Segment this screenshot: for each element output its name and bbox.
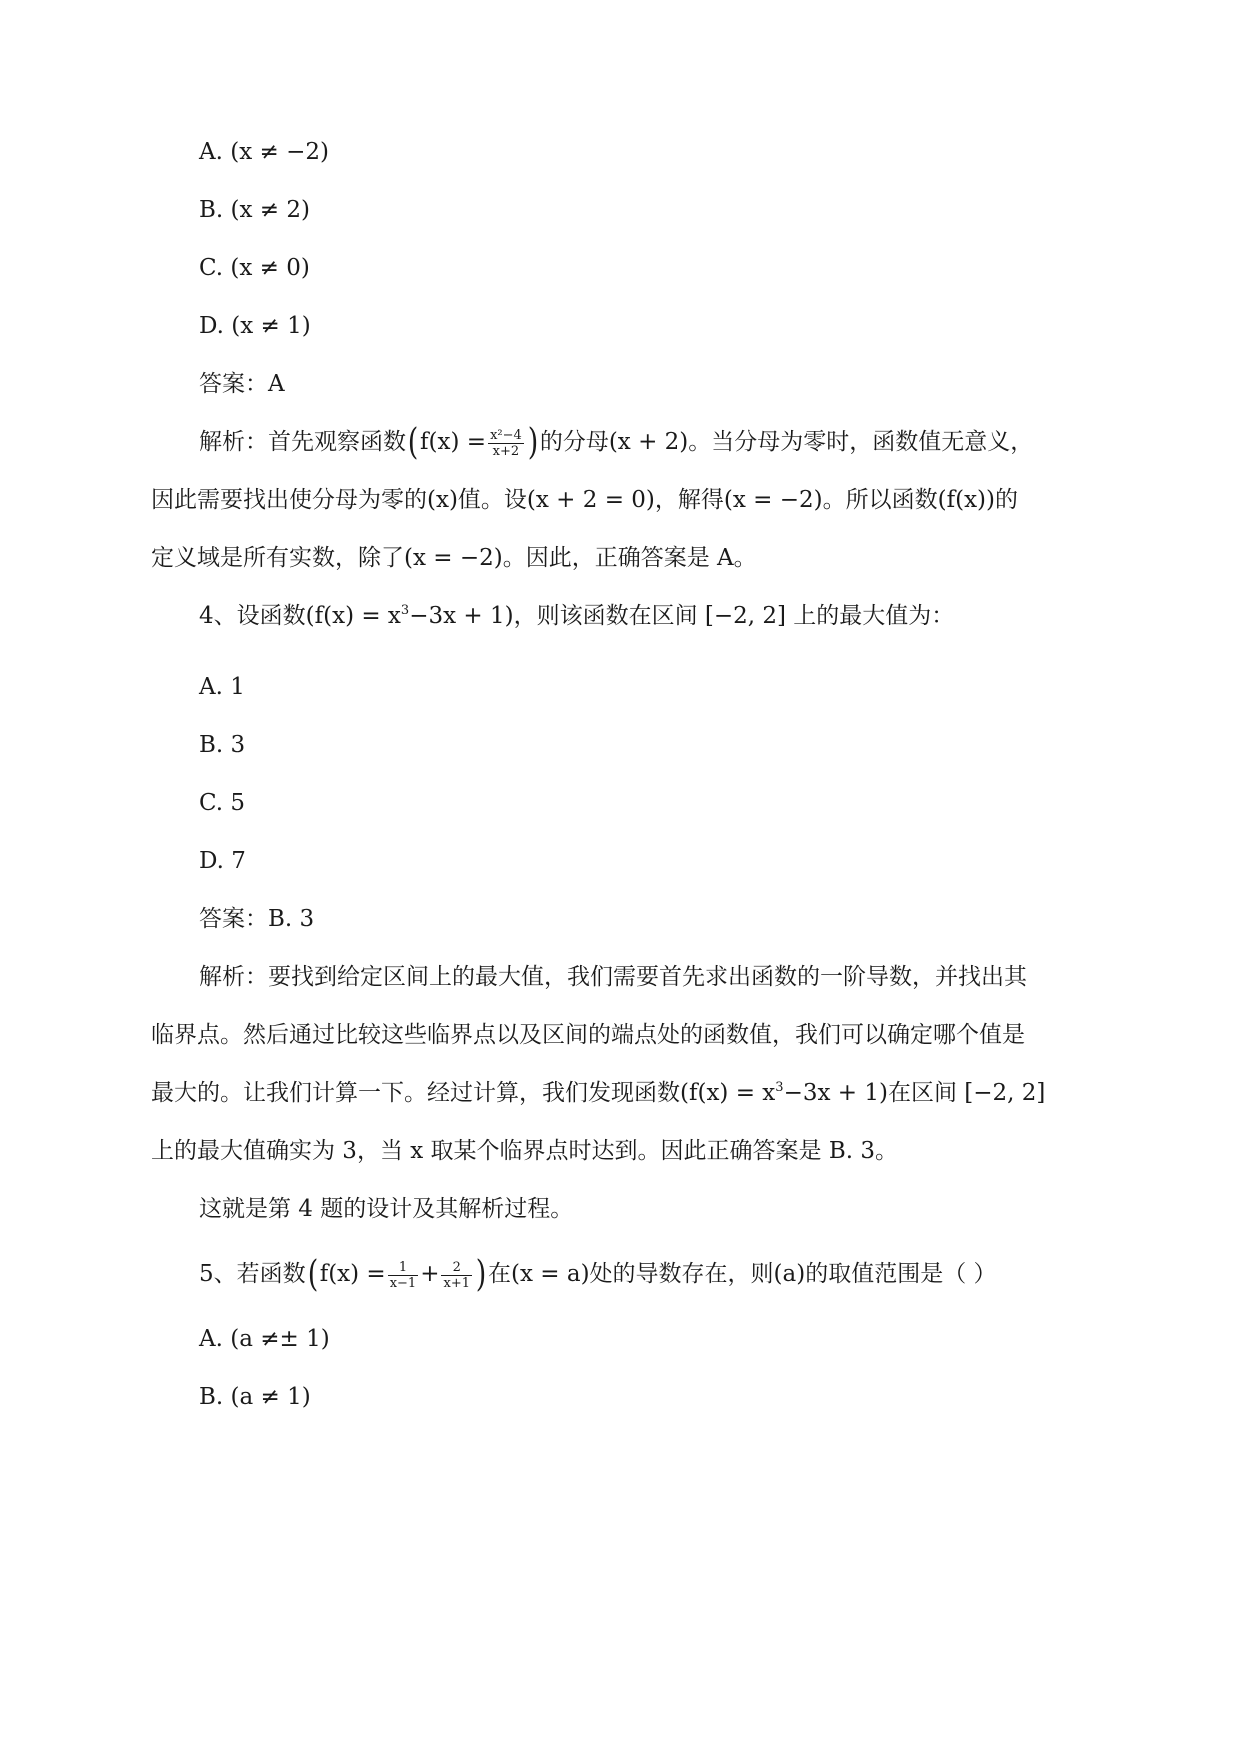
right-paren: ): [527, 422, 539, 463]
q5-question-suffix: 在(x = a)处的导数存在，则(a)的取值范围是（ ）: [488, 1261, 997, 1287]
q4-option-b: B. 3: [199, 732, 246, 758]
q3-function-label: f(x) =: [420, 429, 487, 455]
q3-answer: 答案：A: [199, 371, 285, 397]
q4-option-a: A. 1: [199, 674, 245, 700]
q3-option-a: A. (x ≠ −2): [199, 139, 329, 165]
q3-option-b: B. (x ≠ 2): [199, 197, 310, 223]
q3-fraction: [488, 428, 524, 459]
q4-analysis-line-4: 上的最大值确实为 3，当 x 取某个临界点时达到。因此正确答案是 B. 3。: [151, 1138, 899, 1164]
left-paren: (: [407, 422, 419, 463]
q4-option-d: D. 7: [199, 848, 246, 874]
q4-question: [199, 599, 954, 633]
q5-fraction-1: [388, 1260, 419, 1291]
q3-fraction-numerator: x²−4: [490, 427, 522, 443]
q5-fraction-2: [441, 1260, 472, 1291]
q4-analysis-line-3: [151, 1076, 1045, 1110]
q3-fraction-denominator: x+2: [492, 443, 520, 459]
right-paren: ): [475, 1254, 487, 1295]
q4-analysis-suffix: −3x + 1)在区间 [−2, 2]: [783, 1080, 1046, 1106]
q5-question: [199, 1254, 997, 1295]
left-paren: (: [307, 1254, 318, 1295]
q5-function-label: f(x) =: [319, 1261, 386, 1287]
q5-option-a: A. (a ≠± 1): [199, 1326, 330, 1352]
q4-question-suffix: −3x + 1)，则该函数在区间 [−2, 2] 上的最大值为：: [409, 603, 955, 629]
q4-exponent: 3: [400, 603, 410, 618]
q5-option-b: B. (a ≠ 1): [199, 1384, 311, 1410]
q3-option-d: D. (x ≠ 1): [199, 313, 311, 339]
q4-analysis-prefix: 最大的。让我们计算一下。经过计算，我们发现函数(f(x) = x: [151, 1080, 776, 1106]
q4-option-c: C. 5: [199, 790, 246, 816]
q4-analysis-line-2: 临界点。然后通过比较这些临界点以及区间的端点处的函数值，我们可以确定哪个值是: [151, 1022, 1025, 1048]
q5-fraction-2-denominator: x+1: [443, 1275, 470, 1291]
q4-note: 这就是第 4 题的设计及其解析过程。: [199, 1196, 574, 1222]
q3-analysis-suffix: 的分母(x + 2)。当分母为零时，函数值无意义，: [539, 429, 1034, 455]
q4-question-prefix: 4、设函数(f(x) = x: [199, 603, 401, 629]
q3-analysis-line-2: 因此需要找出使分母为零的(x)值。设(x + 2 = 0)，解得(x = −2)。所以函数(f(x))的: [151, 487, 1018, 513]
q3-option-c: C. (x ≠ 0): [199, 255, 310, 281]
q4-analysis-line-1: 解析：要找到给定区间上的最大值，我们需要首先求出函数的一阶导数，并找出其: [199, 964, 1027, 990]
q5-plus-sign: +: [420, 1261, 440, 1287]
q4-analysis-exponent: 3: [775, 1080, 784, 1095]
q5-fraction-2-numerator: 2: [441, 1260, 472, 1276]
q3-analysis-line-1: [199, 422, 1034, 463]
q5-question-prefix: 5、若函数: [199, 1261, 306, 1287]
q5-fraction-1-denominator: x−1: [389, 1275, 417, 1291]
q4-answer: 答案：B. 3: [199, 906, 315, 932]
q5-fraction-1-numerator: 1: [388, 1260, 419, 1276]
q3-analysis-prefix: 解析：首先观察函数: [199, 429, 406, 455]
q3-analysis-line-3: 定义域是所有实数，除了(x = −2)。因此，正确答案是 A。: [151, 545, 757, 571]
